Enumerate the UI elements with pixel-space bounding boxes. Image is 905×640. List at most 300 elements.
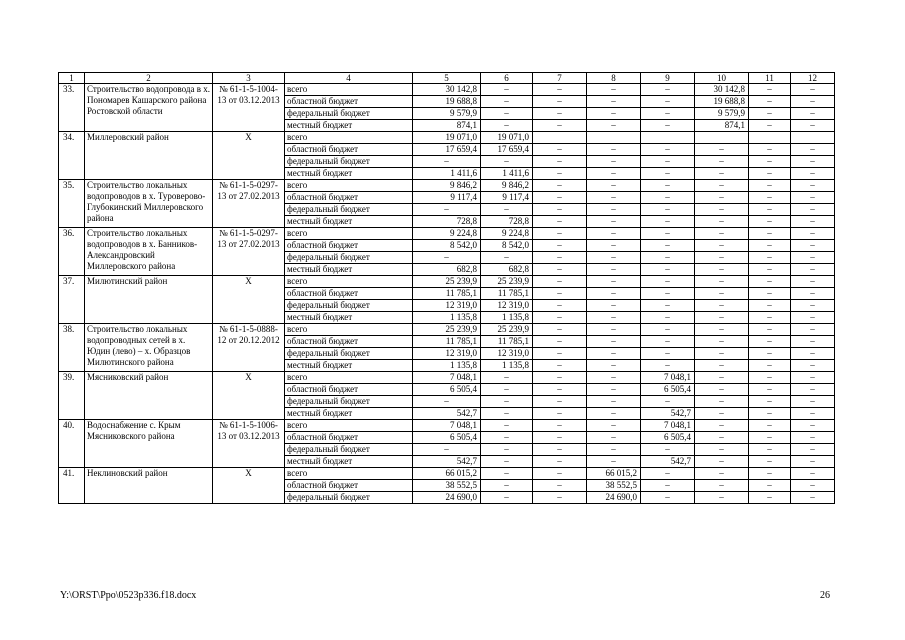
amount-cell: – (749, 324, 791, 336)
amount-cell: – (533, 492, 587, 504)
amount-cell: – (481, 408, 533, 420)
amount-cell: – (587, 216, 641, 228)
amount-cell: – (587, 444, 641, 456)
funding-source: областной бюджет (285, 144, 413, 156)
amount-cell: – (695, 456, 749, 468)
amount-cell: 66 015,2 (413, 468, 481, 480)
amount-cell: – (791, 420, 835, 432)
amount-cell: – (695, 420, 749, 432)
funding-source: областной бюджет (285, 336, 413, 348)
amount-cell: – (587, 156, 641, 168)
amount-cell: – (749, 228, 791, 240)
amount-cell: 1 411,6 (481, 168, 533, 180)
amount-cell: – (533, 204, 587, 216)
amount-cell: 542,7 (413, 408, 481, 420)
amount-cell: 9 224,8 (413, 228, 481, 240)
funding-source: областной бюджет (285, 384, 413, 396)
amount-cell: – (749, 348, 791, 360)
amount-cell: – (749, 288, 791, 300)
amount-cell: – (695, 408, 749, 420)
amount-cell: – (695, 480, 749, 492)
amount-cell: – (749, 204, 791, 216)
amount-cell: – (533, 156, 587, 168)
funding-source: местный бюджет (285, 408, 413, 420)
amount-cell: – (695, 228, 749, 240)
funding-source: местный бюджет (285, 216, 413, 228)
amount-cell: – (533, 96, 587, 108)
amount-cell: 38 552,5 (413, 480, 481, 492)
amount-cell: 728,8 (413, 216, 481, 228)
amount-cell: 11 785,1 (481, 288, 533, 300)
amount-cell: – (533, 264, 587, 276)
amount-cell: – (749, 84, 791, 96)
column-number-header: 2 (85, 73, 213, 84)
amount-cell: – (695, 300, 749, 312)
amount-cell: – (791, 216, 835, 228)
amount-cell: – (695, 192, 749, 204)
funding-source: областной бюджет (285, 96, 413, 108)
amount-cell: – (695, 156, 749, 168)
amount-cell: – (533, 180, 587, 192)
table-row (59, 132, 835, 144)
amount-cell: – (695, 216, 749, 228)
amount-cell: 6 505,4 (641, 432, 695, 444)
amount-cell: 8 542,0 (413, 240, 481, 252)
amount-cell: – (641, 216, 695, 228)
amount-cell: 6 505,4 (641, 384, 695, 396)
column-number-header: 12 (791, 73, 835, 84)
amount-cell: – (791, 288, 835, 300)
amount-cell: 9 846,2 (413, 180, 481, 192)
amount-cell: – (749, 432, 791, 444)
amount-cell: – (749, 120, 791, 132)
amount-cell: – (533, 372, 587, 384)
amount-cell: – (749, 420, 791, 432)
amount-cell: 542,7 (641, 408, 695, 420)
amount-cell: 682,8 (413, 264, 481, 276)
funding-source: всего (285, 180, 413, 192)
table-row (59, 228, 835, 240)
amount-cell: – (749, 480, 791, 492)
amount-cell: 12 319,0 (413, 348, 481, 360)
amount-cell: – (481, 444, 533, 456)
funding-source: федеральный бюджет (285, 396, 413, 408)
amount-cell: – (641, 480, 695, 492)
amount-cell: – (641, 444, 695, 456)
funding-source: местный бюджет (285, 264, 413, 276)
amount-cell: – (481, 432, 533, 444)
funding-source: местный бюджет (285, 312, 413, 324)
amount-cell: – (587, 168, 641, 180)
amount-cell: – (749, 216, 791, 228)
amount-cell: 11 785,1 (413, 288, 481, 300)
amount-cell: – (695, 252, 749, 264)
amount-cell: – (791, 408, 835, 420)
amount-cell: – (749, 336, 791, 348)
amount-cell: – (791, 276, 835, 288)
amount-cell: – (791, 300, 835, 312)
object-name: Строительство локальных водопроводов в х. Банников-Александровский Миллеровского района (85, 228, 213, 276)
amount-cell: – (481, 420, 533, 432)
amount-cell: – (749, 384, 791, 396)
amount-cell: – (587, 108, 641, 120)
amount-cell: 9 117,4 (481, 192, 533, 204)
funding-source: федеральный бюджет (285, 300, 413, 312)
amount-cell: – (791, 264, 835, 276)
object-name: Строительство водопровода в х. Пономарев Кашарского района Ростовской области (85, 84, 213, 132)
amount-cell: – (587, 276, 641, 288)
amount-cell: – (641, 180, 695, 192)
amount-cell: – (641, 228, 695, 240)
amount-cell: – (749, 108, 791, 120)
funding-source: местный бюджет (285, 456, 413, 468)
amount-cell: – (641, 300, 695, 312)
column-number-header: 8 (587, 73, 641, 84)
amount-cell: – (641, 168, 695, 180)
amount-cell: – (641, 144, 695, 156)
object-name: Строительство локальных водопроводов в х. Туроверово-Глубокинский Миллеровского района (85, 180, 213, 228)
budget-table (58, 72, 835, 504)
funding-source: федеральный бюджет (285, 108, 413, 120)
amount-cell: 1 135,8 (413, 312, 481, 324)
amount-cell: 25 239,9 (481, 276, 533, 288)
amount-cell: – (481, 468, 533, 480)
amount-cell: 6 505,4 (413, 384, 481, 396)
amount-cell: – (587, 348, 641, 360)
document-page (58, 72, 834, 504)
funding-source: федеральный бюджет (285, 204, 413, 216)
amount-cell: – (533, 444, 587, 456)
amount-cell: – (749, 276, 791, 288)
amount-cell: – (791, 396, 835, 408)
funding-source: областной бюджет (285, 432, 413, 444)
amount-cell: – (587, 408, 641, 420)
amount-cell: 728,8 (481, 216, 533, 228)
funding-source: областной бюджет (285, 240, 413, 252)
amount-cell: – (533, 336, 587, 348)
funding-source: всего (285, 132, 413, 144)
amount-cell: 542,7 (413, 456, 481, 468)
amount-cell: – (791, 456, 835, 468)
amount-cell: – (695, 312, 749, 324)
amount-cell: – (641, 348, 695, 360)
amount-cell: – (695, 168, 749, 180)
amount-cell: 19 071,0 (481, 132, 533, 144)
column-number-header: 9 (641, 73, 695, 84)
amount-cell: – (587, 204, 641, 216)
document-reference: Х (213, 276, 285, 324)
column-number-header: 11 (749, 73, 791, 84)
amount-cell: – (481, 456, 533, 468)
amount-cell: – (791, 348, 835, 360)
amount-cell: – (481, 492, 533, 504)
funding-source: всего (285, 228, 413, 240)
amount-cell (695, 132, 749, 144)
amount-cell: – (641, 276, 695, 288)
column-number-header: 10 (695, 73, 749, 84)
funding-source: федеральный бюджет (285, 444, 413, 456)
table-row (59, 324, 835, 336)
amount-cell: – (695, 468, 749, 480)
amount-cell: – (791, 360, 835, 372)
amount-cell: – (695, 384, 749, 396)
amount-cell: – (749, 96, 791, 108)
amount-cell: 17 659,4 (413, 144, 481, 156)
amount-cell: – (641, 192, 695, 204)
amount-cell: – (533, 228, 587, 240)
amount-cell: – (481, 480, 533, 492)
amount-cell: – (791, 444, 835, 456)
funding-source: областной бюджет (285, 480, 413, 492)
amount-cell: – (695, 432, 749, 444)
amount-cell: – (533, 144, 587, 156)
amount-cell: – (533, 384, 587, 396)
amount-cell: – (641, 396, 695, 408)
amount-cell: – (695, 276, 749, 288)
amount-cell: – (587, 228, 641, 240)
amount-cell: 30 142,8 (413, 84, 481, 96)
amount-cell: – (587, 288, 641, 300)
amount-cell: – (587, 240, 641, 252)
amount-cell: 874,1 (695, 120, 749, 132)
footer-page-number: 26 (820, 590, 830, 601)
amount-cell: – (749, 372, 791, 384)
object-name: Милютинский район (85, 276, 213, 324)
amount-cell: 7 048,1 (413, 420, 481, 432)
amount-cell: 682,8 (481, 264, 533, 276)
amount-cell: – (791, 192, 835, 204)
table-row (59, 372, 835, 384)
amount-cell: – (533, 420, 587, 432)
amount-cell: – (481, 372, 533, 384)
amount-cell (749, 132, 791, 144)
amount-cell: – (587, 312, 641, 324)
amount-cell: – (749, 264, 791, 276)
amount-cell: – (413, 444, 481, 456)
amount-cell: – (587, 300, 641, 312)
amount-cell: 11 785,1 (481, 336, 533, 348)
amount-cell: – (413, 156, 481, 168)
amount-cell: – (533, 456, 587, 468)
amount-cell: – (533, 396, 587, 408)
amount-cell: – (533, 408, 587, 420)
amount-cell (533, 132, 587, 144)
amount-cell: – (749, 396, 791, 408)
amount-cell: – (749, 192, 791, 204)
row-number: 40. (59, 420, 85, 468)
amount-cell: – (481, 96, 533, 108)
amount-cell: – (481, 156, 533, 168)
amount-cell: 24 690,0 (413, 492, 481, 504)
amount-cell: 19 688,8 (413, 96, 481, 108)
amount-cell: – (749, 468, 791, 480)
amount-cell: – (791, 84, 835, 96)
funding-source: всего (285, 324, 413, 336)
funding-source: областной бюджет (285, 192, 413, 204)
amount-cell: – (481, 120, 533, 132)
amount-cell: – (791, 156, 835, 168)
amount-cell: – (481, 108, 533, 120)
amount-cell: – (641, 84, 695, 96)
amount-cell: – (533, 120, 587, 132)
amount-cell: – (749, 168, 791, 180)
document-reference: № 61-1-5-1004-13 от 03.12.2013 (213, 84, 285, 132)
amount-cell: – (533, 216, 587, 228)
column-number-header: 7 (533, 73, 587, 84)
amount-cell: – (533, 468, 587, 480)
amount-cell: – (641, 120, 695, 132)
amount-cell: – (587, 360, 641, 372)
amount-cell (641, 132, 695, 144)
amount-cell: 1 135,8 (413, 360, 481, 372)
amount-cell: – (587, 432, 641, 444)
amount-cell: – (481, 396, 533, 408)
amount-cell: – (749, 300, 791, 312)
amount-cell: – (791, 96, 835, 108)
amount-cell: 7 048,1 (641, 372, 695, 384)
funding-source: местный бюджет (285, 168, 413, 180)
column-number-header: 4 (285, 73, 413, 84)
amount-cell: – (533, 252, 587, 264)
amount-cell: – (695, 492, 749, 504)
row-number: 34. (59, 132, 85, 180)
amount-cell: – (587, 384, 641, 396)
column-number-header: 3 (213, 73, 285, 84)
document-reference: № 61-1-5-1006-13 от 03.12.2013 (213, 420, 285, 468)
amount-cell: – (533, 84, 587, 96)
amount-cell: – (749, 456, 791, 468)
amount-cell: 66 015,2 (587, 468, 641, 480)
funding-source: всего (285, 468, 413, 480)
amount-cell: – (641, 96, 695, 108)
amount-cell: – (641, 252, 695, 264)
amount-cell: – (533, 432, 587, 444)
amount-cell: – (533, 288, 587, 300)
amount-cell: – (533, 348, 587, 360)
amount-cell: – (695, 240, 749, 252)
amount-cell: – (587, 264, 641, 276)
amount-cell: – (533, 276, 587, 288)
amount-cell: – (695, 204, 749, 216)
object-name: Строительство локальных водопроводных сетей в х. Юдин (лево) – х. Образцов Милютинского района (85, 324, 213, 372)
amount-cell: – (641, 336, 695, 348)
row-number: 33. (59, 84, 85, 132)
amount-cell: – (587, 144, 641, 156)
row-number: 39. (59, 372, 85, 420)
amount-cell: – (791, 168, 835, 180)
amount-cell: 7 048,1 (413, 372, 481, 384)
amount-cell: – (791, 336, 835, 348)
amount-cell: – (481, 252, 533, 264)
amount-cell: – (791, 120, 835, 132)
amount-cell: 1 135,8 (481, 312, 533, 324)
amount-cell: – (749, 144, 791, 156)
amount-cell: 9 579,9 (413, 108, 481, 120)
object-name: Мясниковский район (85, 372, 213, 420)
amount-cell: – (533, 480, 587, 492)
funding-source: всего (285, 276, 413, 288)
amount-cell: – (533, 240, 587, 252)
amount-cell: – (587, 84, 641, 96)
funding-source: всего (285, 84, 413, 96)
document-reference: № 61-1-5-0297-13 от 27.02.2013 (213, 180, 285, 228)
row-number: 41. (59, 468, 85, 504)
amount-cell: – (533, 108, 587, 120)
amount-cell: – (791, 480, 835, 492)
amount-cell: – (641, 324, 695, 336)
document-reference: Х (213, 372, 285, 420)
amount-cell: 9 579,9 (695, 108, 749, 120)
amount-cell: – (533, 324, 587, 336)
amount-cell: – (481, 204, 533, 216)
amount-cell: 25 239,9 (413, 276, 481, 288)
amount-cell: – (587, 96, 641, 108)
table-row (59, 180, 835, 192)
amount-cell: – (533, 168, 587, 180)
funding-source: федеральный бюджет (285, 252, 413, 264)
amount-cell: – (791, 324, 835, 336)
amount-cell: – (641, 264, 695, 276)
funding-source: областной бюджет (285, 288, 413, 300)
amount-cell: 12 319,0 (481, 348, 533, 360)
amount-cell: – (641, 312, 695, 324)
amount-cell: 17 659,4 (481, 144, 533, 156)
amount-cell: – (749, 252, 791, 264)
funding-source: местный бюджет (285, 120, 413, 132)
amount-cell: – (749, 360, 791, 372)
funding-source: всего (285, 372, 413, 384)
amount-cell: 19 688,8 (695, 96, 749, 108)
amount-cell: – (695, 180, 749, 192)
amount-cell: – (695, 336, 749, 348)
amount-cell: – (533, 360, 587, 372)
amount-cell: – (695, 396, 749, 408)
amount-cell: – (481, 84, 533, 96)
row-number: 35. (59, 180, 85, 228)
amount-cell: – (587, 252, 641, 264)
document-reference: № 61-1-5-0888-12 от 20.12.2012 (213, 324, 285, 372)
amount-cell: – (791, 180, 835, 192)
amount-cell: 7 048,1 (641, 420, 695, 432)
amount-cell: 9 117,4 (413, 192, 481, 204)
amount-cell: – (749, 312, 791, 324)
amount-cell: 12 319,0 (481, 300, 533, 312)
amount-cell: – (587, 336, 641, 348)
amount-cell: – (533, 312, 587, 324)
amount-cell: – (695, 372, 749, 384)
amount-cell: – (587, 180, 641, 192)
amount-cell: – (791, 108, 835, 120)
amount-cell: – (587, 120, 641, 132)
amount-cell (587, 132, 641, 144)
amount-cell: – (641, 108, 695, 120)
footer-file-path: Y:\ORST\Ppo\0523p336.f18.docx (60, 590, 197, 601)
amount-cell: – (413, 252, 481, 264)
amount-cell: – (587, 420, 641, 432)
amount-cell: – (641, 240, 695, 252)
amount-cell: – (641, 288, 695, 300)
table-row (59, 468, 835, 480)
amount-cell: – (587, 456, 641, 468)
amount-cell: – (533, 300, 587, 312)
document-reference: Х (213, 132, 285, 180)
table-row (59, 276, 835, 288)
amount-cell: – (749, 180, 791, 192)
row-number: 38. (59, 324, 85, 372)
amount-cell: 38 552,5 (587, 480, 641, 492)
amount-cell: 12 319,0 (413, 300, 481, 312)
amount-cell: 24 690,0 (587, 492, 641, 504)
